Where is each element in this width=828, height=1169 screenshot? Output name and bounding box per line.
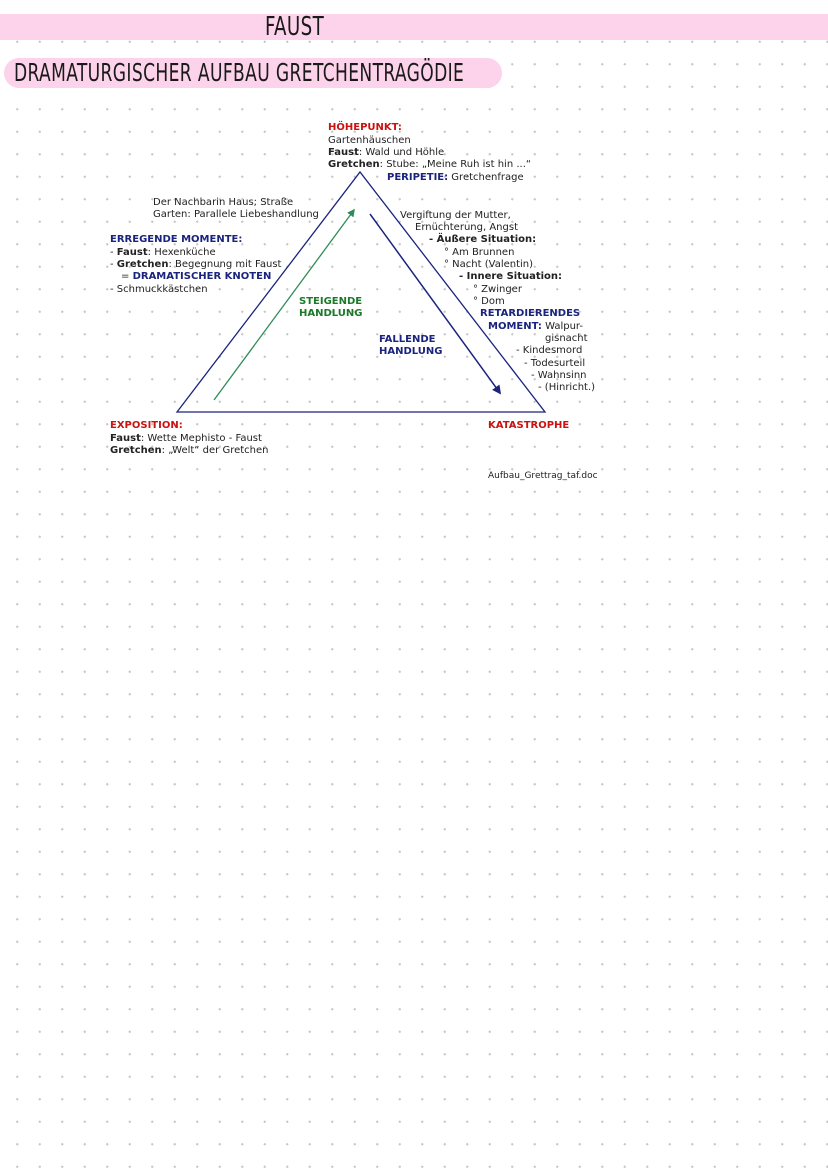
- right-list-4: ° Am Brunnen: [444, 247, 515, 258]
- peripetie: [387, 172, 524, 184]
- gretchen-text: : Begegnung mit Faust: [168, 259, 282, 270]
- fallende-line1: FALLENDE: [379, 334, 436, 345]
- hoehepunkt-faust: [328, 147, 444, 159]
- steigende-line1: STEIGENDE: [299, 296, 363, 307]
- retardierendes-l3: - Wahnsinn: [531, 370, 587, 381]
- list-dash: -: [110, 247, 117, 258]
- hoehepunkt-gretchen: [328, 159, 531, 171]
- right-list-6: - Innere Situation:: [459, 271, 563, 282]
- gretchen-text: : Stube: „Meine Ruh ist hin ...“: [379, 159, 532, 170]
- hoehepunkt-label: HÖHEPUNKT:: [328, 122, 402, 133]
- erregende-line4: - Schmuckkästchen: [110, 284, 208, 295]
- dramatischer-knoten: [121, 271, 271, 283]
- retardierendes-l2: - Todesurteil: [524, 358, 586, 369]
- retardierendes-l1: - Kindesmord: [516, 345, 583, 356]
- nachbarin-line2: Garten: Parallele Liebeshandlung: [153, 209, 319, 220]
- right-list-1: Vergiftung der Mutter,: [400, 210, 511, 221]
- exposition-faust: [110, 433, 262, 445]
- gretchen-label: Gretchen: [110, 445, 162, 456]
- retardierendes-label1: RETARDIERENDES: [480, 308, 581, 319]
- exposition-gretchen: [110, 445, 269, 457]
- nachbarin-line1: Der Nachbarin Haus; Straße: [153, 197, 294, 208]
- right-list-3: - Äußere Situation:: [429, 234, 537, 245]
- exposition-label: EXPOSITION:: [110, 420, 183, 431]
- right-list-8: ° Dom: [473, 296, 505, 307]
- filename-caption: Aufbau_Grettrag_taf.doc: [488, 471, 598, 481]
- page-subtitle: DRAMATURGISCHER AUFBAU GRETCHENTRAGÖDIE: [14, 58, 465, 87]
- gretchen-text: : „Welt“ der Gretchen: [161, 445, 269, 456]
- knoten-label: DRAMATISCHER KNOTEN: [132, 271, 272, 282]
- fallende-line2: HANDLUNG: [379, 346, 443, 357]
- retardierendes-l4: - (Hinricht.): [538, 382, 596, 393]
- list-dash: -: [110, 259, 117, 270]
- erregende-gretchen: [110, 259, 281, 271]
- knoten-prefix: =: [121, 271, 133, 282]
- faust-text: : Wette Mephisto - Faust: [140, 433, 262, 444]
- gretchen-label: Gretchen: [116, 259, 169, 270]
- peripetie-text: Gretchenfrage: [448, 172, 524, 183]
- faust-label: Faust: [116, 247, 148, 258]
- retardierendes-line2: [488, 321, 583, 333]
- retardierendes-label2: MOMENT:: [488, 321, 542, 332]
- right-list-5: ° Nacht (Valentin): [444, 259, 534, 270]
- faust-text: : Hexenküche: [147, 247, 216, 258]
- retardierendes-text2: gisnacht: [545, 333, 588, 344]
- erregende-faust: [110, 247, 216, 259]
- page-title: FAUST: [265, 12, 325, 42]
- katastrophe-label: KATASTROPHE: [488, 420, 570, 431]
- steigende-line2: HANDLUNG: [299, 308, 363, 319]
- retardierendes-text1: Walpur-: [541, 321, 583, 332]
- right-list-7: ° Zwinger: [473, 284, 522, 295]
- peripetie-label: PERIPETIE:: [387, 172, 449, 183]
- erregende-label: ERREGENDE MOMENTE:: [110, 234, 243, 245]
- faust-label: Faust: [110, 433, 141, 444]
- right-list-2: Ernüchterung, Angst: [415, 222, 518, 233]
- faust-label: Faust: [328, 147, 359, 158]
- hoehepunkt-line1: Gartenhäuschen: [328, 135, 411, 146]
- gretchen-label: Gretchen: [328, 159, 380, 170]
- faust-text: : Wald und Höhle: [358, 147, 445, 158]
